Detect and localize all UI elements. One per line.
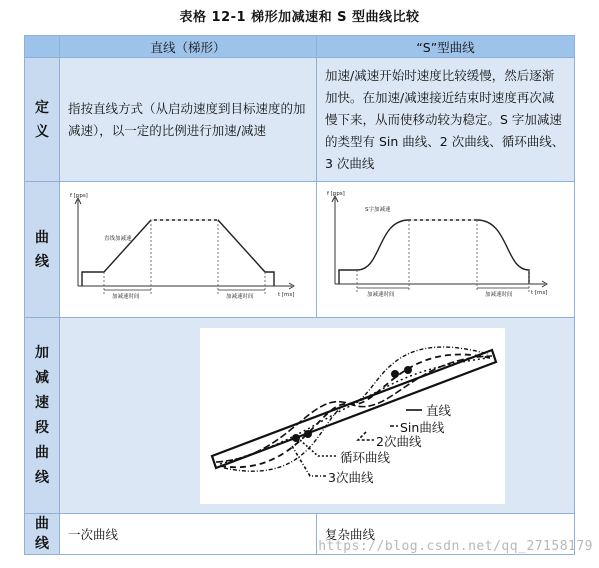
leader-line: [292, 446, 326, 476]
row-label-curve-type: [25, 514, 60, 555]
accel-diagram-panel: [200, 328, 505, 504]
s-curve-velocity-diagram: [317, 182, 574, 313]
label-char: 线: [35, 469, 49, 486]
accel-diagram-cell: [60, 318, 575, 514]
linear-curve-cell: [60, 182, 317, 318]
label-char: 加: [35, 344, 49, 361]
s-profile: [339, 220, 529, 284]
legend-cyclic: 循环曲线: [340, 450, 391, 465]
leader-line: [358, 432, 374, 440]
curve-type-linear: 一次曲线: [60, 514, 317, 555]
header-row: [25, 36, 575, 58]
y-axis-label: f [pps]: [70, 193, 88, 199]
definition-s-curve: 加速/减速开始时速度比较缓慢，然后逐渐加快。在加速/减速接近结束时速度再次减慢下来，从而使移动较为稳定。S 字加减速的类型有 Sin 曲线、2 次曲线、循环曲线、3 次曲线: [317, 58, 575, 182]
row-label-curve: [25, 182, 60, 318]
header-corner: [25, 36, 60, 58]
decel-time-label: 加减速时间: [485, 292, 513, 298]
label-char: 减: [35, 369, 49, 386]
label-char: 线: [35, 253, 49, 270]
table-caption: 表格 12-1 梯形加减速和 S 型曲线比较: [179, 10, 420, 25]
row-label-accel: [25, 318, 60, 514]
s-curve-cell: [317, 182, 575, 318]
legend-quadratic: 2次曲线: [376, 434, 422, 449]
label-char: 曲: [35, 229, 49, 246]
label-char: 曲: [35, 444, 49, 461]
accel-time-label: 加减速时间: [367, 292, 395, 298]
label-char: 段: [35, 419, 49, 436]
label-char: 定: [35, 99, 49, 116]
comparison-table: [24, 35, 575, 555]
label-char: 速: [35, 394, 49, 411]
label-char: 义: [35, 123, 49, 140]
curve-label: S字加减速: [365, 207, 391, 213]
marker-dot: [292, 434, 300, 442]
accel-curves-diagram: [200, 328, 505, 504]
legend-linear: 直线: [426, 403, 452, 418]
label-char: 曲: [35, 516, 49, 532]
marker-dot: [391, 370, 399, 378]
decel-time-label: 加减速时间: [226, 294, 254, 300]
marker-dot: [304, 430, 312, 438]
linear-velocity-diagram: [60, 182, 316, 313]
leader-line: [300, 440, 338, 456]
x-axis-label: t [ms]: [531, 290, 548, 296]
trapezoid-profile: [82, 220, 274, 286]
curve-type-s: 复杂曲线: [317, 514, 575, 555]
header-s-curve: “S”型曲线: [317, 36, 575, 58]
definition-row: [25, 58, 575, 182]
accel-curve-row: [25, 318, 575, 514]
x-axis-label: t [ms]: [278, 292, 295, 298]
accel-time-label: 加减速时间: [112, 294, 140, 300]
label-char: 线: [35, 536, 49, 552]
watermark: https://blog.csdn.net/qq_27158179: [318, 539, 593, 554]
curve-label: 直线加减速: [104, 236, 132, 242]
marker-dot: [404, 366, 412, 374]
header-linear: 直线（梯形）: [60, 36, 317, 58]
definition-linear: 指按直线方式（从启动速度到目标速度的加减速），以一定的比例进行加速/减速: [60, 58, 317, 182]
y-axis-label: f [pps]: [327, 191, 345, 197]
curve-row: [25, 182, 575, 318]
legend-cubic: 3次曲线: [328, 470, 374, 485]
legend-sin: Sin曲线: [400, 420, 445, 435]
row-label-definition: [25, 58, 60, 182]
